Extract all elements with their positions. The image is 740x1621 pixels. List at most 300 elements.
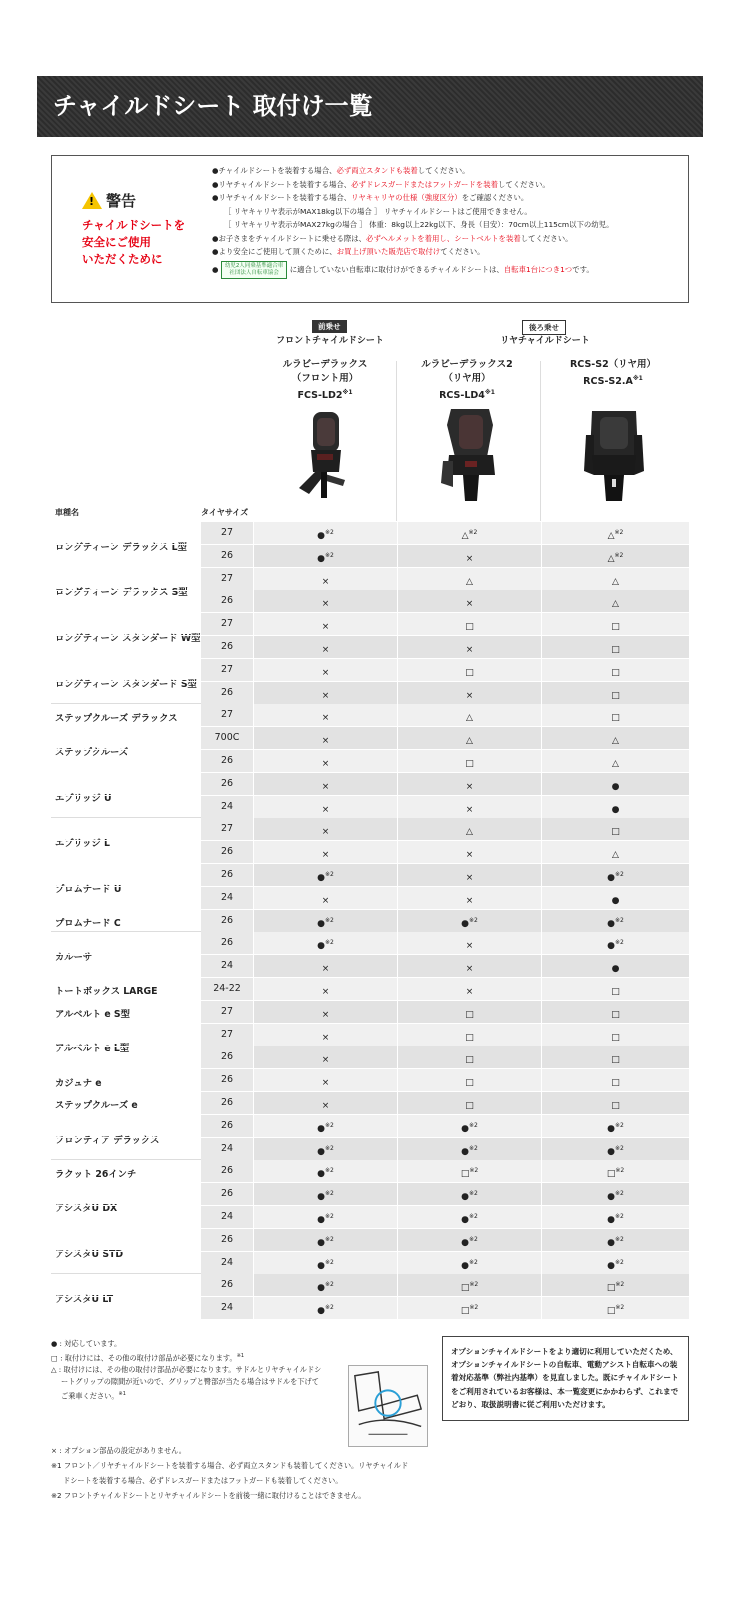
compat-cell [542,887,689,909]
warning-item-emphasis: 自転車1台につき1つ [503,264,573,274]
table-row [51,1297,689,1320]
warning-item-text: ［ リヤキャリヤ表示がMAX27kgの場合 ］ 体重：8kg以上22kg以下、身長（目安）：70cm以上115cm以下の幼児。 [224,220,614,229]
compat-note: ※2 [615,1121,624,1129]
product-code [255,386,395,403]
product-name-line: ルラビーデラックス2 [421,359,513,370]
compat-symbol: △ [612,850,619,861]
compat-cell [254,1229,397,1251]
table-row [51,1252,689,1275]
warning-heading [82,190,192,211]
tire-size-cell: 27 [201,613,253,635]
warning-item-text: してください。 [417,166,470,175]
table-row [51,796,689,819]
compat-cell [398,1206,541,1228]
page-title: チャイルドシート 取付け一覧 [37,76,703,137]
compat-symbol: ● [317,1192,325,1203]
table-row [51,704,689,727]
compat-cell [254,545,397,567]
warning-item-emphasis: 必ず両立スタンドも装着 [336,166,418,175]
table-row [51,1069,689,1092]
warning-item [212,164,682,178]
compat-symbol: × [465,553,474,564]
table-row [51,1229,689,1252]
compat-cell [254,1160,397,1182]
warning-item-emphasis: お買上げ頂いた販売店で取付け [336,247,441,256]
compat-cell [398,1092,541,1114]
compat-cell [542,590,689,612]
compat-cell [542,659,689,681]
compat-cell [398,568,541,590]
compat-symbol: □ [465,667,474,678]
warning-item [212,232,682,246]
model-name: カルーサ [55,952,93,964]
compat-cell [398,636,541,658]
warning-item [212,245,682,259]
compat-cell [254,955,397,977]
warning-item [212,191,682,205]
tire-size-cell: 26 [201,1229,253,1251]
compat-cell [542,1046,689,1068]
compat-cell [398,1115,541,1137]
compat-note: ※2 [325,1190,334,1198]
compat-note: ※2 [615,871,624,878]
compat-symbol: ● [611,964,620,975]
compat-cell [542,750,689,772]
warning-triangle-icon: ! [82,192,102,209]
compat-symbol: ● [607,1146,615,1157]
compat-cell [398,1274,541,1296]
compat-symbol: △ [612,599,619,610]
rear-seat-s2-image [578,405,650,505]
tire-size-cell: 700C [201,727,253,749]
compat-cell [542,613,689,635]
compat-symbol: ● [317,1237,325,1248]
compat-symbol: △ [461,531,469,541]
model-name: アシスタU DX [55,1202,118,1214]
compat-note: ※2 [469,1235,478,1243]
compat-symbol: ● [317,1215,325,1225]
warning-item-text: をご確認ください。 [461,193,529,202]
compat-note: ※2 [325,871,334,878]
compat-cell [542,773,689,795]
warning-item-text: ●リヤチャイルドシートを装着する場合、 [212,193,352,202]
compat-symbol: ● [607,918,615,929]
compat-symbol: × [321,736,330,747]
tire-size-cell: 26 [201,1183,253,1205]
table-row [51,1183,689,1206]
table-row [51,568,689,591]
table-row [51,1092,689,1115]
compat-cell [254,1024,397,1046]
compat-cell [398,1297,541,1319]
compat-symbol: □ [611,713,620,724]
warning-item-emphasis: 必ずヘルメットを着用し、シートベルトを装着 [366,233,521,243]
compat-note: ※2 [325,1281,334,1289]
compat-cell [398,773,541,795]
footnote: × : オプション部品の設定がありません。 [51,1446,186,1455]
tire-column-header: タイヤサイズ [201,508,249,517]
legend-item [51,1350,421,1364]
warning-item [212,218,682,232]
model-name: プロムナード C [55,917,121,929]
model-name: ロングティーン スタンダード W型 [55,632,201,644]
compat-symbol: □ [465,1078,474,1089]
compat-cell [254,590,397,612]
compat-symbol: ● [461,1237,469,1248]
warning-item-emphasis: リヤキャリヤの仕様（強度区分） [351,193,462,202]
compat-symbol: × [321,667,330,678]
compat-cell [398,613,541,635]
compat-note: ※2 [325,551,334,559]
compat-note: ※2 [615,1213,624,1220]
model-name: ラクット 26インチ [55,1168,137,1180]
warning-item-text: てください。 [440,247,485,256]
warning-item-text: してください。 [520,233,573,243]
compat-symbol: × [321,622,330,633]
compat-cell [542,522,689,544]
compat-cell [398,1046,541,1068]
compat-symbol: ● [461,1146,469,1157]
compat-cell [542,704,689,726]
compat-note: ※2 [325,1258,334,1266]
tire-size-cell: 26 [201,590,253,612]
footnote: ドシートを装着する場合、必ずドレスガードまたはフットガードも装着してください。 [63,1476,343,1485]
compat-cell [398,1024,541,1046]
product-3-name [543,358,683,389]
compat-cell [542,1160,689,1182]
compat-symbol: □ [460,1306,470,1317]
table-row [51,1160,689,1183]
compat-cell [542,682,689,704]
legend-note: ※1 [118,1391,126,1398]
compat-symbol: ● [461,1215,469,1225]
compat-cell [398,910,541,932]
model-name: カジュナ e [55,1077,102,1089]
compat-cell [398,590,541,612]
warning-bullet: ● [212,264,221,274]
legend-text: ご乗車ください。 [61,1391,119,1401]
footnote: ※2 フロントチャイルドシートとリヤチャイルドシートを前後一緒に取付けることはできません。 [51,1491,366,1500]
compat-symbol: × [465,599,474,610]
compat-note: ※2 [615,1144,624,1152]
warning-subtitle [82,217,192,268]
compat-symbol: × [465,895,474,906]
compat-symbol: × [465,804,474,815]
legend-text: □ : 取付けには、その他の取付け部品が必要になります。 [51,1353,237,1363]
table-row [51,841,689,864]
compat-symbol: × [321,1032,330,1043]
compat-symbol: × [321,599,330,610]
compat-symbol: ● [317,553,325,564]
compat-symbol: □ [611,1078,620,1089]
compat-cell [398,704,541,726]
tire-size-cell: 27 [201,568,253,590]
model-name: ステップクルーズ e [55,1100,138,1112]
model-name: フロンティア デラックス [55,1134,160,1146]
compat-symbol: □ [465,622,474,633]
table-row [51,864,689,887]
table-row [51,1206,689,1229]
front-seat-image [295,410,355,502]
table-row [51,773,689,796]
table-row [51,818,689,841]
compat-symbol: × [321,827,330,838]
table-row [51,636,689,659]
front-group-label: フロントチャイルドシート [276,336,384,346]
compat-symbol: ● [611,781,620,792]
compat-cell [254,613,397,635]
tire-size-cell: 24 [201,955,253,977]
warning-item-text: ●リヤチャイルドシートを装着する場合、 [212,179,352,189]
compat-symbol: ● [317,531,325,541]
compat-symbol: □ [465,1009,474,1020]
rear-tag: 後ろ乗せ [522,320,566,335]
column-divider [540,361,541,521]
compat-note: ※2 [614,529,624,536]
tire-size-cell: 26 [201,910,253,932]
footnote: ※1 フロント／リヤチャイルドシートを装着する場合、必ず両立スタンドも装着してください。リヤチャイルド [51,1461,409,1470]
compat-cell [398,522,541,544]
compat-symbol: ● [317,1123,325,1134]
compat-symbol: △ [612,576,619,587]
compat-cell [398,796,541,818]
compat-cell [254,1001,397,1023]
compat-cell [254,659,397,681]
table-row [51,1274,689,1297]
compat-cell [398,682,541,704]
compat-cell [542,1229,689,1251]
tire-size-cell: 24 [201,1206,253,1228]
compat-cell [542,818,689,840]
compat-symbol: □ [611,1009,620,1020]
tire-size-cell: 24 [201,1252,253,1274]
tire-size-cell: 27 [201,1024,253,1046]
compat-note: ※2 [325,529,334,536]
legend-note: ※1 [236,1353,245,1359]
compat-cell [254,773,397,795]
compat-cell [398,887,541,909]
rear-seat-ld4-image [435,405,507,505]
compat-symbol: □ [611,987,620,997]
table-row [51,887,689,910]
compat-note: ※2 [469,1213,478,1220]
warning-sub-line: チャイルドシートを [82,218,186,232]
compat-cell [254,910,397,932]
table-row [51,1138,689,1161]
product-note: ※1 [342,389,353,396]
compat-cell [542,955,689,977]
product-1-name [255,358,395,403]
compat-cell [542,1206,689,1228]
compat-cell [542,545,689,567]
compat-note: ※2 [325,1304,334,1312]
warning-heading-text: 警告 [106,192,137,210]
compat-cell [542,932,689,954]
compat-symbol: □ [611,1101,620,1111]
compat-symbol: × [465,964,474,975]
model-name: ステップクルーズ [55,746,129,758]
compat-symbol: × [321,1009,330,1020]
compat-symbol: × [321,1101,330,1111]
compat-cell [542,1252,689,1274]
compat-symbol: □ [611,827,620,838]
compat-cell [254,1069,397,1091]
compat-cell [542,1183,689,1205]
compat-symbol: △ [612,759,619,769]
compat-symbol: □ [611,1055,620,1066]
compat-cell [254,841,397,863]
compat-cell [398,750,541,772]
compat-cell [398,1069,541,1091]
tire-size-cell: 26 [201,864,253,886]
product-code-text: FCS-LD2 [297,390,343,402]
warning-sub-line: いただくために [82,252,163,266]
compat-cell [542,1069,689,1091]
model-name: ロングティーン デラックス L型 [55,541,187,553]
notice-box: オプションチャイルドシートをより適切に利用していただくため、オプションチャイルドシートの自転車、電動アシスト自転車への装着対応基準（弊社内基準）を見直しました。既にチャイルドシートをご利用されているお客様は、本一覧変更にかかわらず、これまでどおり、取扱説明書に従ご利用いただけます。 [442,1336,689,1421]
tire-size-cell: 26 [201,1274,253,1296]
compat-cell [254,727,397,749]
compat-cell [542,1001,689,1023]
compat-cell [542,568,689,590]
column-divider [396,361,397,521]
compat-note: ※2 [615,1167,625,1175]
compat-cell [398,1160,541,1182]
compat-cell [254,568,397,590]
compat-symbol: □ [611,1032,620,1043]
compat-note: ※2 [615,939,624,947]
tire-size-cell: 26 [201,841,253,863]
compat-symbol: × [465,645,474,655]
table-row [51,910,689,933]
compat-note: ※2 [469,1167,479,1175]
compat-symbol: ● [461,918,469,929]
compat-cell [254,682,397,704]
compat-note: ※2 [615,1190,624,1198]
compat-symbol: × [465,850,474,861]
compat-symbol: ● [461,1192,469,1203]
compat-symbol: □ [606,1306,616,1317]
table-row [51,955,689,978]
compat-cell [398,659,541,681]
compat-symbol: □ [606,1283,616,1294]
compat-symbol: ● [461,1123,469,1134]
table-row [51,682,689,705]
tire-size-cell: 27 [201,522,253,544]
compat-symbol: × [321,987,330,997]
compat-note: ※2 [469,1144,478,1152]
compat-symbol: ● [607,941,615,952]
warning-item-text: に適合していない自転車に取付けができるチャイルドシートは、 [289,264,504,274]
tire-size-cell: 26 [201,1046,253,1068]
warning-item-text: です。 [572,264,594,274]
compat-cell [254,1138,397,1160]
warning-item-text: ［ リヤキャリヤ表示がMAX18kg以下の場合 ］ リヤチャイルドシートはご使用できません。 [224,206,532,216]
compat-cell [398,727,541,749]
compat-symbol: ● [317,1283,325,1294]
compat-symbol: × [321,850,330,861]
compat-symbol: △ [466,576,473,587]
compat-cell [254,1274,397,1296]
tire-size-cell: 27 [201,818,253,840]
table-row [51,750,689,773]
compat-symbol: △ [612,736,619,747]
compat-cell [254,704,397,726]
compat-symbol: △ [607,553,615,564]
table-row [51,932,689,955]
tire-size-cell: 26 [201,750,253,772]
compat-symbol: □ [460,1169,470,1180]
table-row [51,1115,689,1138]
compat-cell [398,864,541,886]
badge-line: 社団法人自転車協会 [229,269,279,276]
compat-note: ※2 [614,551,624,559]
compat-cell [254,1297,397,1319]
product-code-text: RCS-LD4 [439,390,485,402]
legend-item: ● : 対応しています。 [51,1339,122,1348]
compat-note: ※2 [325,1121,334,1129]
legend-item: △ : 取付けには、その他の取付け部品が必要になります。サドルとリヤチャイルドシ [51,1365,322,1375]
product-name-line: （リヤ用） [443,373,491,384]
product-note: ※1 [484,389,495,396]
compat-cell [542,727,689,749]
table-row [51,545,689,568]
footnotes [51,1443,471,1503]
product-name-line: RCS-S2（リヤ用） [569,359,656,370]
compat-symbol: × [321,1055,330,1066]
compat-symbol: □ [465,759,474,769]
tire-size-cell: 24 [201,796,253,818]
compat-cell [542,1092,689,1114]
compat-symbol: ● [611,804,620,815]
compat-symbol: ● [317,918,325,929]
badge-line: 幼児2人同乗基準適合車 [224,262,284,269]
compat-cell [542,1274,689,1296]
compat-symbol: ● [317,873,325,883]
compat-cell [254,932,397,954]
table-row [51,522,689,545]
saddle-grip-illustration [348,1365,428,1447]
compat-cell [542,864,689,886]
compat-note: ※2 [468,529,478,536]
table-row [51,590,689,613]
tire-size-cell: 24-22 [201,978,253,1000]
compat-cell [398,932,541,954]
compat-cell [254,978,397,1000]
warning-item [212,205,682,219]
compat-cell [254,1092,397,1114]
compat-symbol: ● [607,1237,615,1248]
compat-note: ※2 [615,1304,625,1312]
tire-size-cell: 26 [201,1115,253,1137]
warning-item-emphasis: 必ずドレスガードまたはフットガードを装着 [351,179,498,189]
model-name: アシスタU STD [55,1248,124,1260]
compat-symbol: × [321,576,330,587]
compat-note: ※2 [325,1144,334,1152]
warning-item-text: してください。 [497,179,550,189]
compat-cell [398,978,541,1000]
compat-note: ※2 [325,939,334,947]
compat-symbol: × [321,781,330,792]
warning-item [212,178,682,192]
compat-cell [254,522,397,544]
product-name-line: （フロント用） [291,373,359,384]
table-row [51,659,689,682]
compat-note: ※2 [469,1304,479,1312]
tire-size-cell: 26 [201,545,253,567]
compat-cell [398,1001,541,1023]
compat-cell [542,796,689,818]
